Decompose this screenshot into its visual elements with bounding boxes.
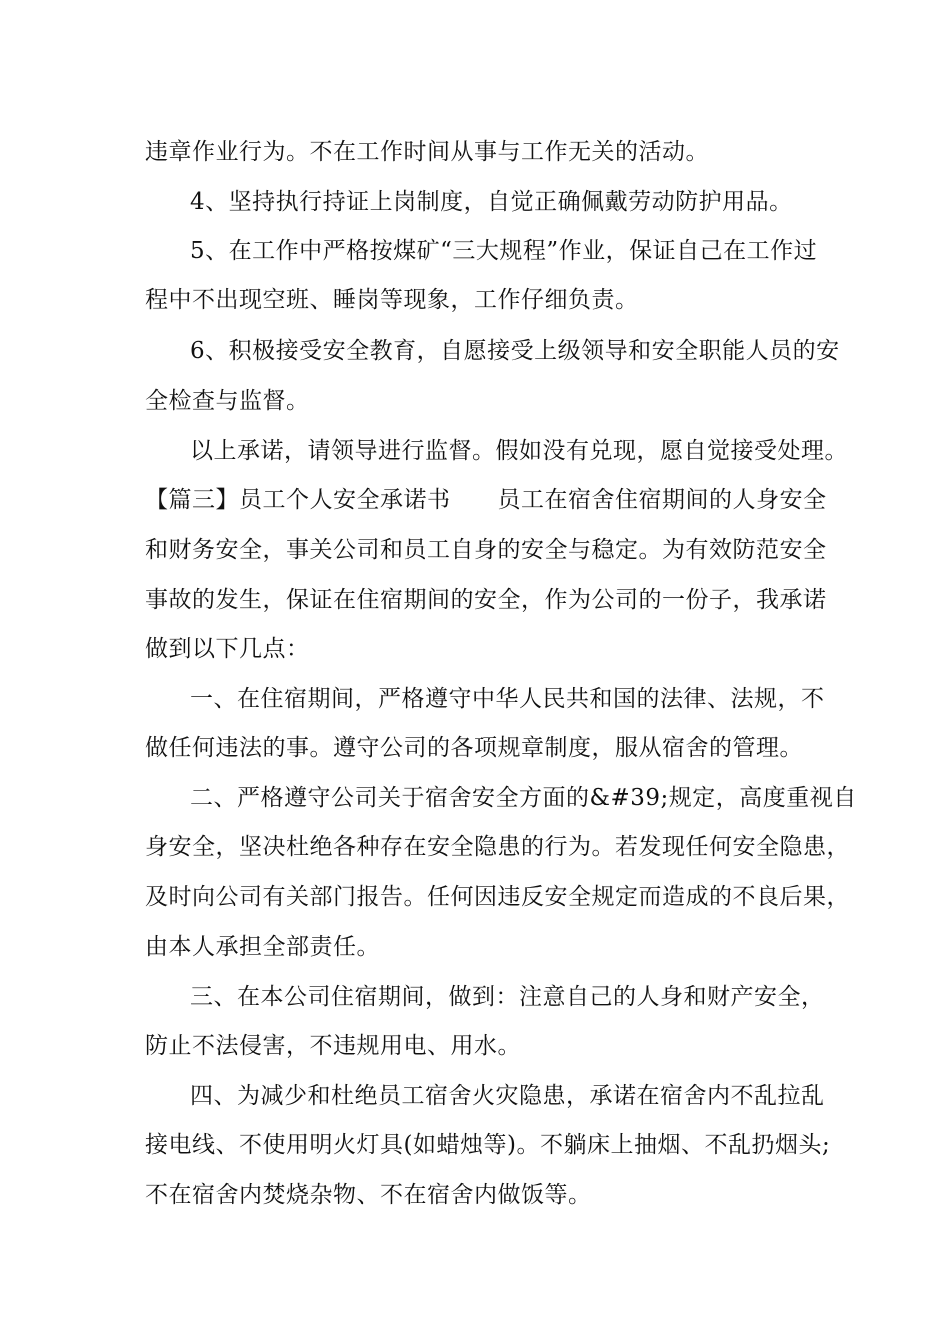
text-line: 二、严格遵守公司关于宿舍安全方面的&#39;规定，高度重视自 [190, 785, 857, 811]
text-line: 以上承诺，请领导进行监督。假如没有兑现，愿自觉接受处理。 [190, 438, 848, 464]
text-line: 6、积极接受安全教育，自愿接受上级领导和安全职能人员的安 [190, 338, 840, 364]
text-line: 不在宿舍内焚烧杂物、不在宿舍内做饭等。 [145, 1182, 592, 1208]
text-line: 三、在本公司住宿期间，做到：注意自己的人身和财产安全， [190, 984, 825, 1010]
text-line: 程中不出现空班、睡岗等现象，工作仔细负责。 [145, 287, 639, 313]
text-line: 和财务安全，事关公司和员工自身的安全与稳定。为有效防范安全 [145, 537, 827, 563]
text-line: 【篇三】员工个人安全承诺书 员工在宿舍住宿期间的人身安全 [145, 487, 827, 513]
text-line: 四、为减少和杜绝员工宿舍火灾隐患，承诺在宿舍内不乱拉乱 [190, 1083, 825, 1109]
text-line: 全检查与监督。 [145, 388, 310, 414]
text-line: 做到以下几点： [145, 636, 310, 662]
text-line: 违章作业行为。不在工作时间从事与工作无关的活动。 [145, 139, 709, 165]
text-line: 一、在住宿期间，严格遵守中华人民共和国的法律、法规，不 [190, 686, 825, 712]
text-line: 身安全，坚决杜绝各种存在安全隐患的行为。若发现任何安全隐患， [145, 834, 850, 860]
text-line: 做任何违法的事。遵守公司的各项规章制度，服从宿舍的管理。 [145, 735, 803, 761]
text-line: 事故的发生，保证在住宿期间的安全，作为公司的一份子，我承诺 [145, 587, 827, 613]
text-line: 接电线、不使用明火灯具(如蜡烛等)。不躺床上抽烟、不乱扔烟头; [145, 1132, 831, 1158]
text-line: 由本人承担全部责任。 [145, 934, 380, 960]
text-line: 及时向公司有关部门报告。任何因违反安全规定而造成的不良后果， [145, 884, 850, 910]
text-line: 防止不法侵害，不违规用电、用水。 [145, 1033, 521, 1059]
text-line: 4、坚持执行持证上岗制度，自觉正确佩戴劳动防护用品。 [190, 189, 793, 215]
text-line: 5、在工作中严格按煤矿“三大规程”作业，保证自己在工作过 [190, 238, 818, 264]
